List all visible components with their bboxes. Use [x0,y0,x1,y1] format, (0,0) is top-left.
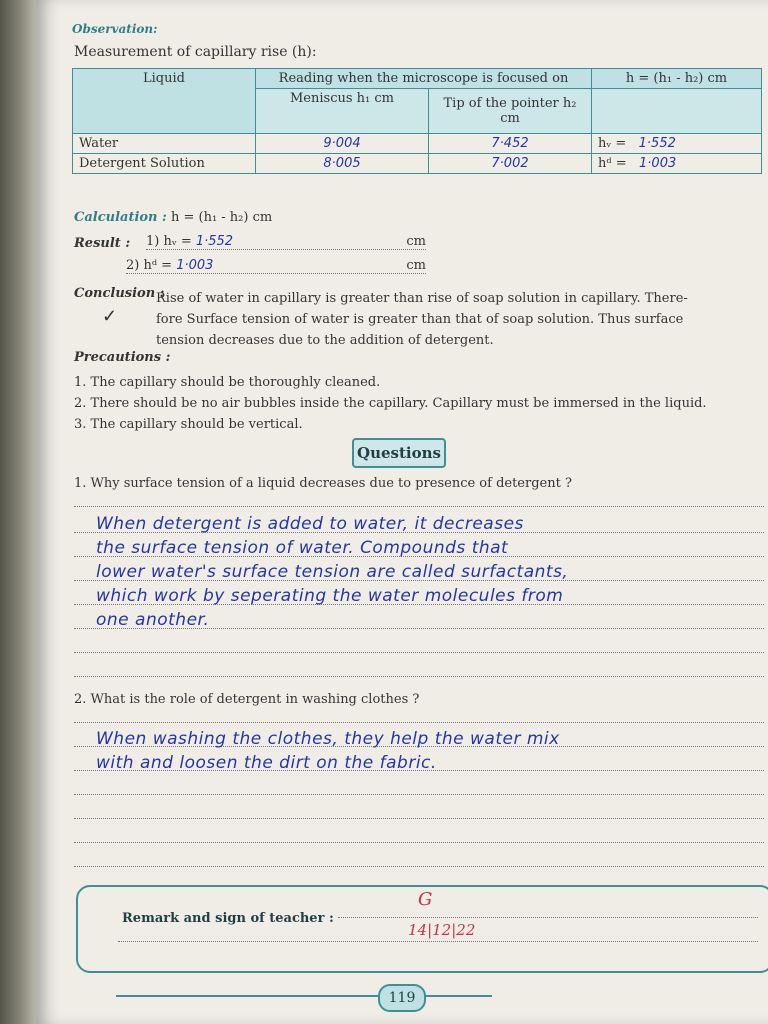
h-label: hᵥ = [598,136,627,151]
h-label: hᵈ = [598,156,627,171]
col-tip: Tip of the pointer h₂ cm [429,89,592,134]
answer-line [74,866,764,867]
question-2: 2. What is the role of detergent in washing clothes ? [74,692,420,707]
cell-meniscus: 8·005 [256,154,429,174]
capillary-rise-table [72,68,762,174]
result-label: Result : [74,236,131,251]
result-unit: cm [406,258,426,273]
col-h-empty [592,89,762,134]
teacher-date: 14|12|22 [408,921,476,939]
answer-2-line: with and loosen the dirt on the fabric. [96,753,437,773]
result-item [126,258,426,274]
answer-line [74,652,764,653]
answer-line [74,794,764,795]
h-value: 1·003 [639,156,677,171]
answer-2-line: When washing the clothes, they help the water mix [96,729,560,749]
col-meniscus: Meniscus h₁ cm [256,89,429,134]
col-liquid: Liquid [73,69,256,134]
teacher-signature: G [418,889,433,910]
result-item [146,234,426,250]
calculation-label: Calculation : [74,210,167,225]
result-unit: cm [406,234,426,249]
cell-liquid: Water [73,134,256,154]
precaution-item: 2. There should be no air bubbles inside the capillary. Capillary must be immersed in the liquid. [74,396,707,411]
conclusion-line: Rise of water in capillary is greater than rise of soap solution in capillary. There- [156,291,688,306]
answer-1-line: lower water's surface tension are called surfactants, [96,562,569,582]
book-spine [0,0,36,1024]
answer-1-line: one another. [96,610,210,630]
cell-h [592,134,762,154]
remark-line [338,917,758,918]
answer-line [74,818,764,819]
page-number: 119 [378,984,426,1012]
check-mark-icon: ✓ [102,306,118,327]
table-row [73,154,762,174]
remark-label: Remark and sign of teacher : [122,911,334,926]
conclusion-line: tension decreases due to the addition of detergent. [156,333,494,348]
cell-h [592,154,762,174]
answer-line [74,506,764,507]
table-row [73,134,762,154]
teacher-remark-box [76,885,768,973]
precaution-item: 1. The capillary should be thoroughly cleaned. [74,375,381,390]
answer-1-line: which work by seperating the water molecules from [96,586,564,606]
result-prefix: 2) hᵈ = [126,258,177,273]
cell-tip: 7·002 [429,154,592,174]
workbook-page [36,0,768,1024]
observation-label: Observation: [72,22,158,36]
answer-1-line: the surface tension of water. Compounds that [96,538,509,558]
footer-rule [116,995,378,997]
precautions-list [74,372,707,435]
answer-line [74,842,764,843]
remark-line [118,941,758,942]
h-value: 1·552 [638,136,676,151]
precaution-item: 3. The capillary should be vertical. [74,417,303,432]
col-h: h = (h₁ - h₂) cm [592,69,762,89]
result-value: 1·003 [176,258,214,273]
conclusion-text [156,288,766,351]
footer-rule [422,995,492,997]
result-value: 1·552 [195,234,234,249]
questions-heading: Questions [352,438,446,468]
conclusion-label: Conclusion : [74,286,165,301]
answer-1-line: When detergent is added to water, it decreases [96,514,524,534]
cell-liquid: Detergent Solution [73,154,256,174]
answer-line [74,722,764,723]
cell-tip: 7·452 [429,134,592,154]
question-1: 1. Why surface tension of a liquid decreases due to presence of detergent ? [74,476,572,491]
cell-meniscus: 9·004 [256,134,429,154]
col-reading: Reading when the microscope is focused on [256,69,592,89]
precautions-label: Precautions : [74,350,171,365]
calculation [74,210,272,225]
conclusion-line: fore Surface tension of water is greater than that of soap solution. Thus surface [156,312,684,327]
result-prefix: 1) hᵥ = [146,234,196,249]
calculation-formula: h = (h₁ - h₂) cm [170,210,273,225]
answer-line [74,676,764,677]
observation-subtitle: Measurement of capillary rise (h): [74,44,317,60]
